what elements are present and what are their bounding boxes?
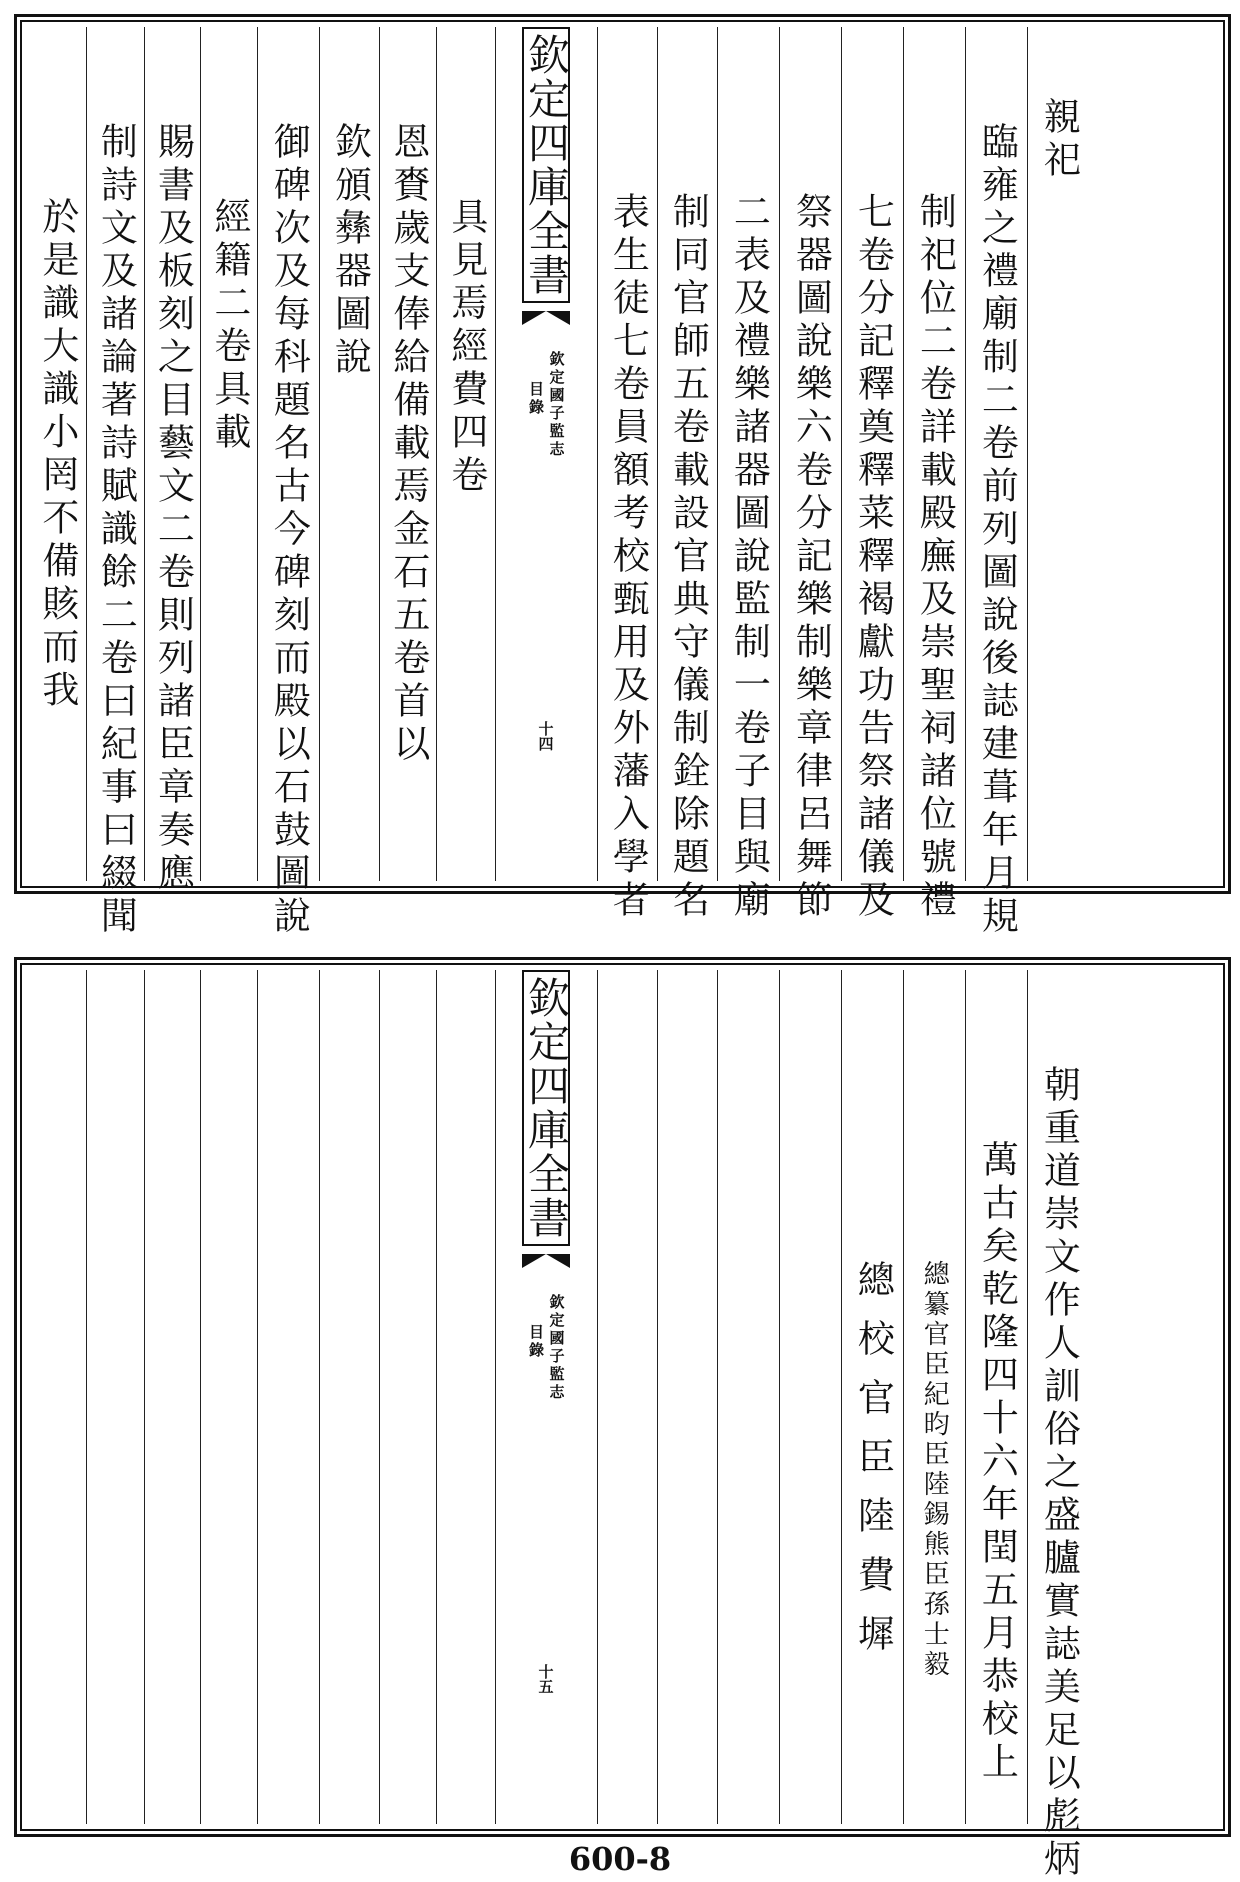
text-column [200, 27, 257, 881]
column-text: 親祀 [1037, 97, 1081, 183]
text-column [965, 27, 1027, 939]
spine-title: 欽定四庫全書 [522, 970, 570, 1246]
text-column [597, 27, 657, 923]
text-column [841, 970, 903, 1824]
fish-tail-mark [522, 311, 570, 325]
column-rule [144, 970, 145, 1824]
spine-section: 目錄 [527, 1324, 545, 1360]
column-text: 御碑次及每科題名古今碑刻而殿以石鼓圖說 [267, 122, 311, 939]
folio-number: 十四 [536, 721, 555, 751]
column-rule [200, 970, 201, 1824]
column-text: 二表及禮樂諸器圖說監制一卷子目與廟 [727, 192, 771, 923]
column-text: 表生徒七卷員額考校甄用及外藩入學者 [606, 192, 650, 923]
text-column [717, 27, 779, 923]
text-column [86, 27, 144, 939]
column-rule [319, 970, 320, 1824]
text-column [144, 27, 200, 896]
text-column [379, 27, 436, 881]
text-column [841, 27, 903, 923]
folio-number: 十五 [536, 1664, 555, 1694]
column-text: 恩賚歲支俸給備載焉金石五卷首以 [386, 122, 430, 767]
column-rule [717, 970, 718, 1824]
spine-book-title: 欽定國子監志 [547, 351, 566, 459]
column-rule [779, 970, 780, 1824]
column-text: 朝重道崇文作人訓俗之盛臚實誌美足以彪炳 [1037, 1065, 1081, 1882]
column-text: 欽頒彝器圖說 [328, 122, 372, 380]
spine [495, 27, 597, 881]
column-text: 制詩文及諸論著詩賦識餘二卷曰紀事曰綴聞 [94, 122, 138, 939]
text-column [257, 27, 319, 939]
column-text: 祭器圖說樂六卷分記樂制樂章律呂舞節 [789, 192, 833, 923]
spine [495, 970, 597, 1824]
column-text: 總纂官臣紀昀臣陸錫熊臣孫士毅 [919, 1260, 950, 1680]
text-column [27, 27, 86, 881]
text-column [657, 27, 717, 923]
column-text: 賜書及板刻之目藝文二卷則列諸臣章奏應 [151, 122, 195, 896]
column-rule [86, 970, 87, 1824]
text-column [319, 27, 379, 881]
column-text: 臨雍之禮廟制二卷前列圖說後誌建葺年月規 [975, 122, 1019, 939]
column-text: 總校官臣陸費墀 [851, 1260, 895, 1673]
column-rule [379, 970, 380, 1824]
text-column [1027, 970, 1089, 1882]
column-rule [257, 970, 258, 1824]
column-text: 具見焉經費四卷 [444, 197, 488, 498]
fish-tail-mark [522, 1254, 570, 1268]
spine-title: 欽定四庫全書 [522, 27, 570, 303]
spine-section: 目錄 [527, 381, 545, 417]
text-column [779, 27, 841, 923]
column-rule [436, 970, 437, 1824]
column-rule [597, 970, 598, 1824]
spine-book-title: 欽定國子監志 [547, 1294, 566, 1402]
text-column [436, 27, 495, 881]
text-column [903, 27, 965, 923]
column-text: 萬古矣乾隆四十六年閏五月恭校上 [975, 1140, 1019, 1785]
column-text: 經籍二卷具載 [207, 197, 251, 455]
column-text: 七卷分記釋奠釋菜釋褐獻功告祭諸儀及 [851, 192, 895, 923]
text-column [965, 970, 1027, 1824]
top-page [14, 14, 1231, 939]
page-number: 600-8 [568, 1840, 672, 1878]
column-text: 制同官師五卷載設官典守儀制銓除題名 [666, 192, 710, 923]
text-column [1027, 27, 1089, 881]
column-rule [657, 970, 658, 1824]
column-text: 制祀位二卷詳載殿廡及崇聖祠諸位號禮 [913, 192, 957, 923]
text-column [903, 970, 965, 1824]
column-text: 於是識大識小罔不備賅而我 [35, 197, 79, 713]
